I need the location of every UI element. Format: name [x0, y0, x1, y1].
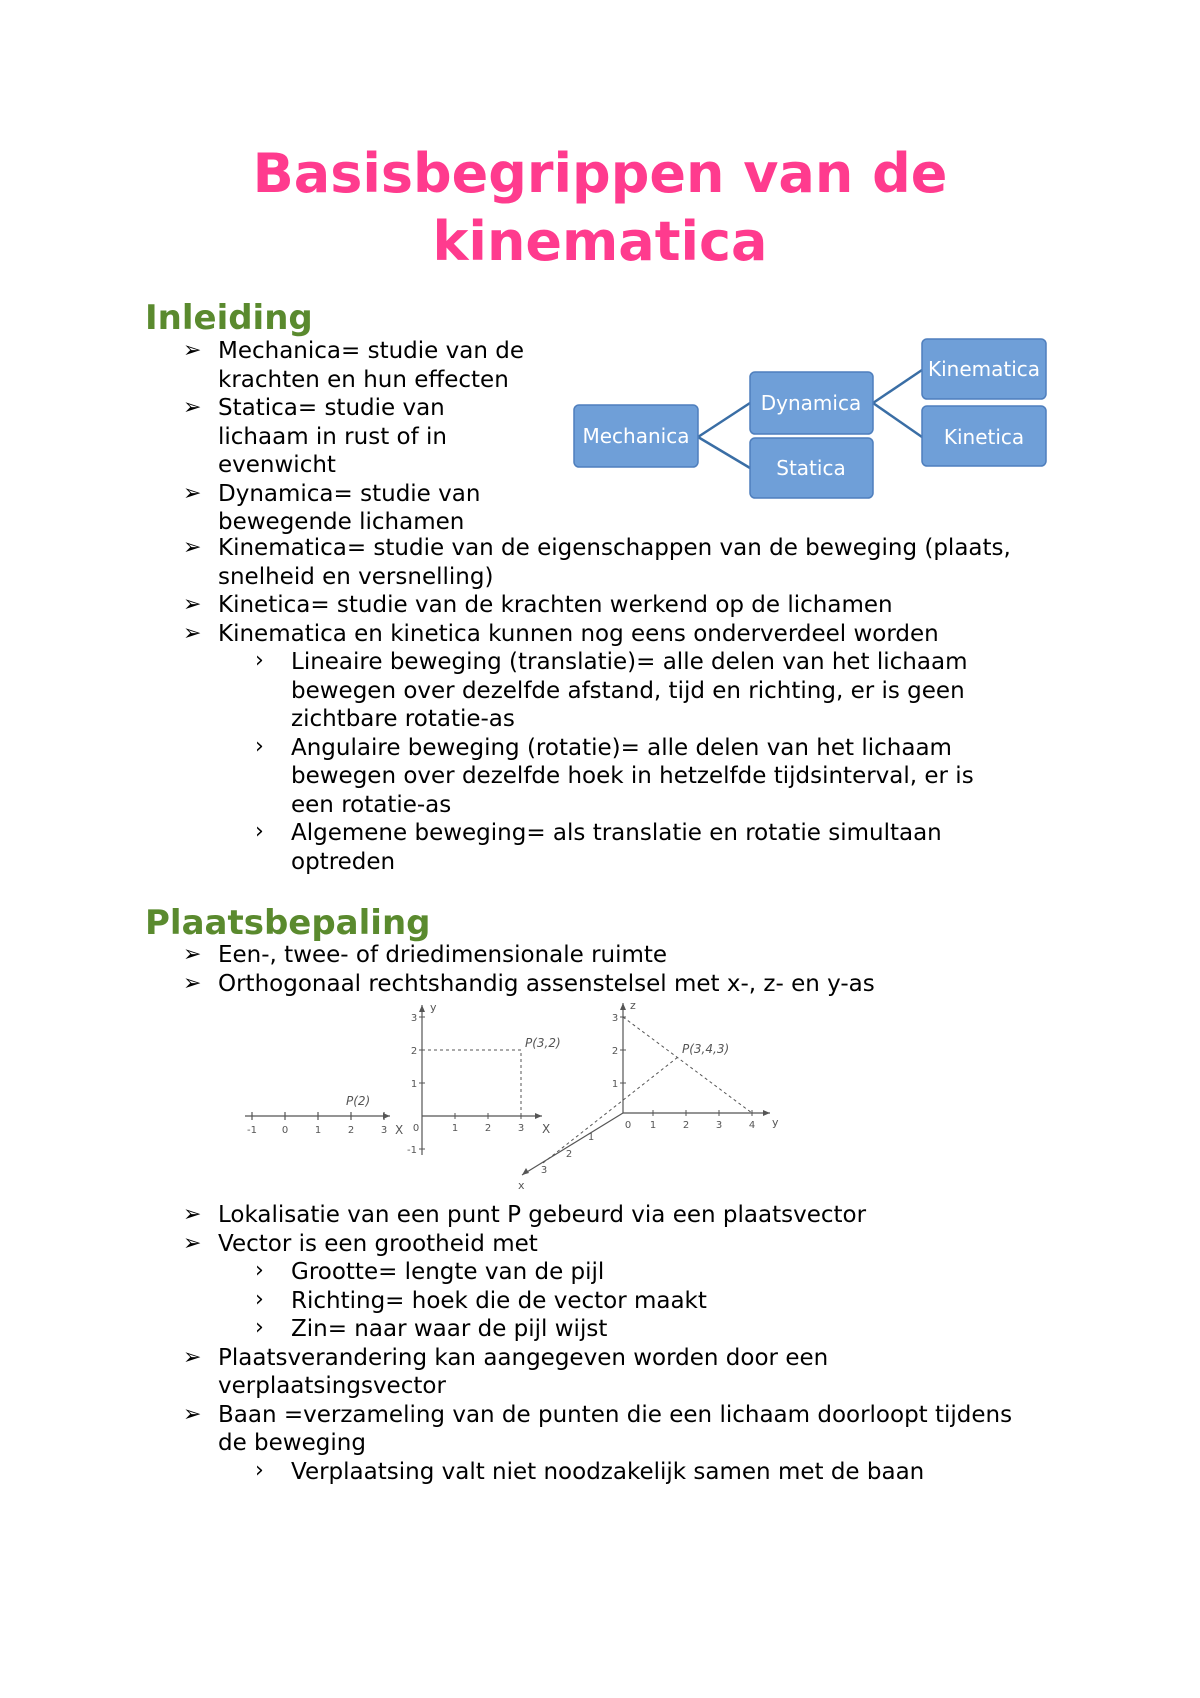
2d-y-tick-label: 2 [410, 1046, 418, 1057]
list-item [183, 1401, 1083, 1458]
connector-dynamica-kinetica [873, 403, 922, 437]
inleiding-bullet-list-bottom [183, 534, 1083, 876]
connector-dynamica-kinematica [873, 370, 922, 403]
arrow-bullet-icon: ➢ [183, 942, 202, 967]
list-item-text-line: Statica= studie van [218, 395, 445, 421]
plaatsbepaling-bullet-list-bottom [183, 1201, 1083, 1486]
2d-x-label: X [542, 1122, 551, 1136]
3d-y-tick-label: 4 [748, 1120, 756, 1131]
sub-bullet-icon: › [255, 1315, 264, 1340]
3d-guide-z-to-y [623, 1017, 752, 1113]
one-dimensional-axis [245, 1094, 403, 1137]
node-mechanica [574, 405, 698, 467]
list-item-text-line: Kinematica en kinetica kunnen nog eens onderverdeel worden [218, 620, 939, 647]
inleiding-bullet-list-top [183, 337, 583, 537]
1d-tick-label: 1 [314, 1125, 322, 1136]
list-item [183, 591, 1083, 620]
2d-y-tick-label: 1 [410, 1079, 418, 1090]
3d-tick-marks [620, 1017, 752, 1116]
list-item-text-line: Orthogonaal rechtshandig assenstelsel met x-, z- en y-as [218, 970, 875, 997]
two-dimensional-axes [407, 1001, 561, 1156]
three-dimensional-axes [518, 999, 779, 1190]
list-item-text-line: Zin= naar waar de pijl wijst [291, 1316, 608, 1342]
3d-z-tick-label: 2 [611, 1046, 619, 1057]
sub-bullet-icon: › [255, 648, 264, 673]
3d-y-tick-label: 0 [624, 1120, 632, 1131]
list-item-text-line: evenwicht [218, 452, 336, 478]
arrow-bullet-icon: ➢ [183, 395, 202, 420]
arrow-bullet-icon: ➢ [183, 970, 202, 996]
sub-bullet-icon: › [255, 819, 264, 844]
list-item-text-line: Een-, twee- of driedimensionale ruimte [218, 942, 668, 968]
list-item-text-line: Vector is een grootheid met [218, 1230, 538, 1257]
arrow-bullet-icon: ➢ [183, 338, 202, 363]
2d-x-tick-label: 3 [517, 1123, 525, 1134]
arrow-bullet-icon: ➢ [183, 1202, 202, 1227]
3d-x-tick-label: 3 [540, 1165, 548, 1176]
list-item-text-line: krachten en hun effecten [218, 366, 509, 393]
list-item-text-line: Richting= hoek die de vector maakt [291, 1287, 707, 1314]
list-item-text-line: Angulaire beweging (rotatie)= alle delen van het lichaam [291, 734, 952, 761]
node-kinetica [922, 406, 1046, 466]
list-item-text-line: Lineaire beweging (translatie)= alle delen van het lichaam [291, 649, 968, 675]
document-title [0, 140, 1200, 276]
3d-y-tick-label: 2 [682, 1120, 690, 1131]
list-item-text-line: bewegende lichamen [218, 509, 465, 535]
2d-y-arrow [419, 1005, 425, 1012]
3d-point-label: P(3,4,3) [682, 1042, 730, 1056]
section-heading-plaatsbepaling: Plaatsbepaling [145, 903, 431, 943]
3d-y-label: y [772, 1116, 779, 1129]
list-item-text-line: bewegen over dezelfde afstand, tijd en richting, er is geen [291, 677, 965, 704]
section-heading-inleiding: Inleiding [145, 298, 313, 338]
sub-list-item [183, 1287, 1083, 1316]
list-item [183, 970, 1083, 999]
list-item-text-line: Kinematica= studie van de eigenschappen van de beweging (plaats, [218, 535, 1011, 561]
sub-list-item [183, 1458, 1083, 1487]
list-item [183, 1230, 1083, 1259]
3d-z-tick-label: 3 [611, 1013, 619, 1024]
1d-tick-label: -1 [247, 1125, 257, 1136]
3d-z-tick-label: 1 [611, 1079, 619, 1090]
list-item [183, 1201, 1083, 1230]
list-item-text-line: Dynamica= studie van [218, 480, 481, 507]
sub-bullet-icon: › [255, 1286, 264, 1312]
title-line-2: kinematica [432, 210, 768, 273]
3d-z-arrow [620, 1003, 626, 1010]
mechanics-hierarchy-diagram [570, 330, 1050, 502]
title-line-1: Basisbegrippen van de [252, 142, 948, 205]
sub-list-item [183, 648, 1083, 734]
sub-list-item [183, 1258, 1083, 1287]
1d-tick-label: 0 [281, 1125, 289, 1136]
list-item-text-line: Kinetica= studie van de krachten werkend op de lichamen [218, 592, 893, 618]
connector-mechanica-dynamica [698, 403, 750, 437]
list-item-text-line: Grootte= lengte van de pijl [291, 1259, 605, 1285]
list-item [183, 1344, 1083, 1401]
connector-mechanica-statica [698, 437, 750, 468]
node-statica [750, 438, 873, 498]
list-item-text-line: optreden [291, 848, 396, 875]
3d-y-arrow [763, 1110, 770, 1116]
list-item-text-line: Mechanica= studie van de [218, 338, 524, 364]
list-item [183, 480, 583, 537]
coordinate-systems-figure [240, 995, 780, 1190]
list-item [183, 534, 1083, 591]
arrow-bullet-icon: ➢ [183, 480, 202, 506]
sub-list-item [183, 819, 1083, 876]
1d-point-label: P(2) [346, 1094, 371, 1108]
3d-guide-x-to-point [543, 1057, 678, 1163]
node-dynamica [750, 372, 873, 434]
list-item-text-line: de beweging [218, 1430, 366, 1456]
2d-x-tick-label: 0 [412, 1123, 420, 1134]
2d-point-guides [422, 1050, 521, 1116]
list-item-text-line: een rotatie-as [291, 791, 452, 818]
2d-x-tick-label: 2 [484, 1123, 492, 1134]
list-item-text-line: snelheid en versnelling) [218, 563, 494, 590]
node-statica-label: Statica [776, 456, 846, 480]
sub-list-item [183, 1315, 1083, 1344]
list-item-text-line: lichaam in rust of in [218, 423, 447, 450]
3d-point-guides [543, 1017, 752, 1163]
list-item [183, 394, 583, 480]
2d-x-arrow [535, 1113, 542, 1119]
1d-axis-label: X [395, 1123, 404, 1137]
sub-list-item [183, 734, 1083, 820]
arrow-bullet-icon: ➢ [183, 592, 202, 617]
list-item-text-line: Lokalisatie van een punt P gebeurd via een plaatsvector [218, 1202, 867, 1228]
list-item-text-line: bewegen over dezelfde hoek in hetzelfde tijdsinterval, er is [291, 763, 974, 789]
node-kinematica [922, 339, 1046, 399]
list-item-text-line: verplaatsingsvector [218, 1373, 446, 1399]
list-item [183, 337, 583, 394]
3d-x-axis [522, 1113, 623, 1175]
2d-tick-marks [419, 1017, 521, 1149]
2d-y-label: y [430, 1001, 437, 1014]
arrow-bullet-icon: ➢ [183, 1344, 202, 1370]
arrow-bullet-icon: ➢ [183, 1230, 202, 1256]
3d-z-label: z [630, 999, 636, 1012]
node-dynamica-label: Dynamica [760, 391, 862, 415]
list-item-text-line: Algemene beweging= als translatie en rotatie simultaan [291, 820, 942, 846]
node-kinematica-label: Kinematica [927, 357, 1041, 381]
list-item [183, 941, 1083, 970]
arrow-bullet-icon: ➢ [183, 535, 202, 560]
list-item-text-line: Verplaatsing valt niet noodzakelijk samen met de baan [291, 1458, 925, 1485]
2d-point-label: P(3,2) [525, 1036, 561, 1050]
1d-tick-label: 3 [380, 1125, 388, 1136]
list-item-text-line: zichtbare rotatie-as [291, 706, 515, 732]
3d-y-tick-label: 3 [715, 1120, 723, 1131]
list-item-text-line: Plaatsverandering kan aangegeven worden door een [218, 1344, 829, 1371]
3d-x-tick-label: 1 [587, 1132, 595, 1143]
3d-x-tick-label: 2 [565, 1149, 573, 1160]
3d-y-tick-label: 1 [649, 1120, 657, 1131]
plaatsbepaling-bullet-list-top [183, 941, 1083, 998]
arrow-bullet-icon: ➢ [183, 1401, 202, 1427]
sub-bullet-icon: › [255, 1457, 264, 1483]
2d-y-tick-label: 3 [410, 1013, 418, 1024]
list-item-text-line: Baan =verzameling van de punten die een lichaam doorloopt tijdens [218, 1401, 1013, 1428]
2d-y-tick-label: -1 [407, 1145, 417, 1156]
1d-tick-label: 2 [347, 1125, 355, 1136]
3d-x-arrow [522, 1168, 529, 1175]
3d-x-label: x [518, 1179, 525, 1190]
node-mechanica-label: Mechanica [582, 424, 690, 448]
2d-x-tick-label: 1 [451, 1123, 459, 1134]
sub-bullet-icon: › [255, 733, 264, 759]
list-item [183, 620, 1083, 649]
node-kinetica-label: Kinetica [943, 425, 1025, 449]
sub-bullet-icon: › [255, 1258, 264, 1283]
arrow-bullet-icon: ➢ [183, 620, 202, 646]
